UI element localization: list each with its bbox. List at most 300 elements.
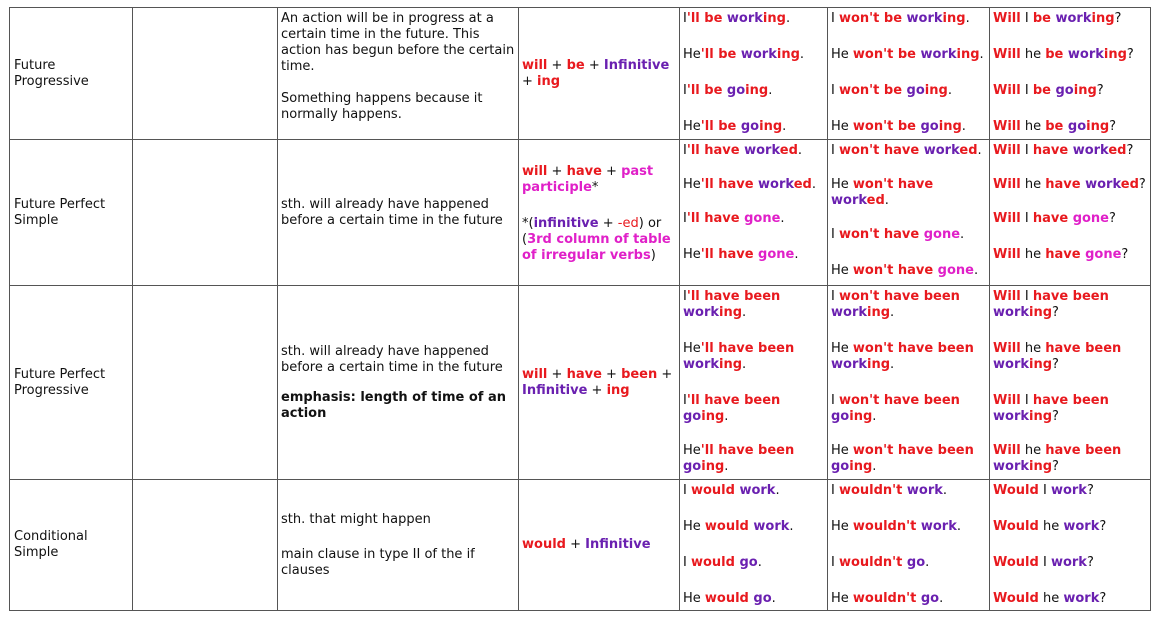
form-cell	[519, 286, 680, 480]
affirmative-example	[683, 341, 824, 373]
negative-example	[831, 555, 986, 571]
form-part: +	[601, 164, 622, 179]
tense-name: Future Progressive	[10, 8, 133, 140]
example-fragment: work	[1063, 591, 1100, 606]
usage-text: sth. will already have happened before a certain time in the future	[281, 343, 503, 375]
usage-cell	[278, 8, 519, 140]
negative-example	[831, 341, 986, 373]
example-fragment: I	[1038, 555, 1051, 570]
affirmative-example	[683, 393, 824, 425]
affirmative-cell	[680, 286, 828, 480]
example-fragment: work	[993, 305, 1029, 320]
example-fragment: work	[993, 357, 1029, 372]
example-fragment: Will	[993, 341, 1021, 356]
example-fragment: Will	[993, 83, 1021, 98]
example-fragment: go	[831, 409, 850, 424]
example-fragment: .	[742, 357, 747, 372]
example-fragment: he	[1038, 591, 1064, 606]
example-fragment: go	[920, 119, 939, 134]
example-fragment: have	[1045, 247, 1086, 262]
usage-text: sth. that might happen	[281, 511, 431, 527]
form-part: +	[584, 57, 604, 73]
form-part: ) or (	[522, 216, 662, 247]
example-fragment: 'll have been	[686, 393, 781, 408]
question-example	[993, 341, 1147, 373]
example-fragment: gone	[744, 211, 781, 226]
example-fragment: ?	[1052, 409, 1059, 424]
example-fragment: .	[884, 193, 889, 208]
example-fragment: ing	[1086, 119, 1110, 134]
example-fragment: gone	[923, 227, 961, 242]
example-fragment: Will	[993, 47, 1021, 62]
example-fragment: ing	[1029, 459, 1053, 474]
example-fragment: ed	[1120, 177, 1139, 192]
form-part: will	[522, 57, 548, 73]
example-fragment: I	[683, 211, 687, 226]
example-fragment: won't have been	[852, 443, 974, 458]
example-fragment: I	[831, 83, 839, 98]
question-cell	[990, 480, 1151, 611]
example-fragment: He	[831, 591, 853, 606]
example-fragment: .	[799, 47, 805, 62]
example-fragment: have been	[1045, 341, 1122, 356]
example-fragment: he	[1020, 247, 1046, 262]
question-example	[993, 555, 1147, 571]
affirmative-cell	[680, 8, 828, 140]
example-fragment: 'll have	[700, 177, 759, 192]
example-fragment: He	[683, 519, 705, 534]
example-fragment: Would	[993, 519, 1039, 534]
example-fragment: .	[797, 143, 803, 158]
example-fragment: .	[890, 357, 895, 372]
example-fragment: he	[1020, 177, 1046, 192]
example-fragment: ing	[938, 119, 962, 134]
example-fragment: 'll have been	[700, 341, 795, 356]
affirmative-example	[683, 443, 824, 475]
example-fragment: ing	[1073, 83, 1097, 98]
example-fragment: go	[739, 555, 758, 570]
form-part: Infinitive	[603, 57, 670, 73]
affirmative-example	[683, 177, 824, 193]
negative-example	[831, 11, 986, 27]
form-part: ing	[606, 382, 630, 398]
example-fragment: I	[683, 483, 691, 498]
example-fragment: ing	[701, 459, 725, 474]
example-fragment: gone	[1072, 211, 1109, 226]
example-fragment: 'll be	[686, 11, 727, 26]
example-fragment: .	[960, 227, 965, 242]
example-fragment: Will	[993, 177, 1021, 192]
negative-example	[831, 143, 986, 159]
example-fragment: ing	[762, 11, 786, 26]
example-fragment: I	[831, 11, 839, 26]
example-fragment: ?	[1126, 143, 1134, 158]
question-example	[993, 119, 1147, 135]
grammar-table	[9, 7, 1151, 611]
example-fragment: I	[1020, 289, 1033, 304]
example-fragment: .	[789, 519, 794, 534]
example-fragment: 'll have been	[686, 289, 781, 304]
example-fragment: Will	[993, 247, 1021, 262]
form-cell	[519, 140, 680, 286]
form-part: 3rd column of table of irregular verbs	[522, 232, 671, 263]
negative-example	[831, 443, 986, 475]
example-fragment: Will	[993, 443, 1021, 458]
example-fragment: .	[775, 483, 780, 498]
example-fragment: .	[942, 483, 948, 498]
tense-name: Conditional Simple	[10, 480, 133, 611]
example-fragment: won't have	[852, 263, 938, 278]
example-fragment: work	[740, 47, 777, 62]
question-cell	[990, 140, 1151, 286]
example-fragment: gone	[758, 247, 795, 262]
example-fragment: work	[831, 357, 867, 372]
example-fragment: .	[939, 591, 944, 606]
form-cell	[519, 480, 680, 611]
example-fragment: I	[1020, 393, 1033, 408]
example-fragment: .	[724, 409, 729, 424]
question-example	[993, 247, 1147, 263]
blank-cell	[133, 140, 278, 286]
example-fragment: ing	[849, 409, 873, 424]
table-row	[10, 8, 1151, 140]
example-fragment: 'll have	[686, 211, 745, 226]
form-part: +	[565, 537, 586, 552]
affirmative-example	[683, 143, 824, 159]
example-fragment: ing	[867, 305, 891, 320]
example-fragment: work	[1067, 47, 1104, 62]
example-fragment: work	[726, 11, 763, 26]
example-fragment: ing	[924, 83, 948, 98]
affirmative-cell	[680, 480, 828, 611]
example-fragment: I	[683, 83, 687, 98]
example-fragment: go	[920, 591, 940, 606]
example-fragment: .	[961, 119, 966, 134]
example-fragment: Will	[993, 143, 1021, 158]
question-example	[993, 211, 1147, 227]
example-fragment: work	[1085, 177, 1121, 192]
example-fragment: ?	[1138, 177, 1146, 192]
usage-text: Something happens because it normally happens.	[281, 91, 483, 122]
example-fragment: ?	[1114, 11, 1122, 26]
negative-example	[831, 227, 986, 243]
form-part: )	[650, 248, 656, 263]
affirmative-example	[683, 211, 824, 227]
affirmative-example	[683, 555, 824, 571]
example-fragment: .	[890, 305, 895, 320]
negative-cell	[828, 480, 990, 611]
example-fragment: work	[683, 305, 719, 320]
form-part: +	[587, 382, 607, 398]
example-fragment: ing	[849, 459, 873, 474]
example-fragment: go	[753, 591, 772, 606]
example-fragment: be	[1032, 11, 1056, 26]
tense-name: Future Perfect Simple	[10, 140, 133, 286]
example-fragment: go	[906, 83, 925, 98]
example-fragment: I	[683, 11, 687, 26]
example-fragment: He	[683, 341, 701, 356]
example-fragment: would	[690, 483, 740, 498]
example-fragment: I	[831, 143, 839, 158]
example-fragment: I	[683, 289, 687, 304]
example-fragment: .	[965, 11, 970, 26]
question-example	[993, 289, 1147, 321]
table-row	[10, 480, 1151, 611]
negative-cell	[828, 140, 990, 286]
form-part: past participle	[522, 164, 654, 195]
example-fragment: .	[782, 119, 787, 134]
form-part: have	[566, 366, 602, 382]
example-fragment: he	[1020, 119, 1046, 134]
example-fragment: go	[906, 555, 926, 570]
example-fragment: won't have been	[852, 341, 974, 356]
example-fragment: I	[1020, 211, 1033, 226]
example-fragment: He	[683, 591, 705, 606]
example-fragment: he	[1020, 443, 1046, 458]
example-fragment: .	[771, 591, 776, 606]
example-fragment: 'll have been	[700, 443, 795, 458]
example-fragment: ing	[776, 47, 800, 62]
example-fragment: .	[794, 247, 799, 262]
example-fragment: ed	[959, 143, 978, 158]
example-fragment: won't be	[852, 47, 921, 62]
example-fragment: be	[1045, 119, 1068, 134]
example-fragment: gone	[1085, 247, 1122, 262]
example-fragment: have	[1032, 143, 1073, 158]
form-part: -ed	[617, 216, 639, 231]
example-fragment: go	[1055, 83, 1074, 98]
table-row	[10, 286, 1151, 480]
example-fragment: won't have	[838, 227, 924, 242]
blank-cell	[133, 286, 278, 480]
example-fragment: .	[724, 459, 729, 474]
example-fragment: 'll be	[686, 83, 727, 98]
example-fragment: ing	[1091, 11, 1115, 26]
example-fragment: .	[768, 83, 773, 98]
example-fragment: work	[683, 357, 719, 372]
example-fragment: ing	[1103, 47, 1127, 62]
example-fragment: Will	[993, 289, 1021, 304]
example-fragment: He	[683, 47, 701, 62]
example-fragment: .	[872, 409, 877, 424]
form-part: would	[522, 537, 566, 552]
example-fragment: I	[831, 393, 839, 408]
question-example	[993, 143, 1147, 159]
example-fragment: .	[977, 143, 982, 158]
example-fragment: won't have been	[838, 289, 960, 304]
example-fragment: 'll have	[700, 247, 759, 262]
example-fragment: go	[683, 459, 702, 474]
example-fragment: work	[1050, 483, 1087, 498]
example-fragment: .	[925, 555, 930, 570]
example-fragment: ing	[759, 119, 783, 134]
example-fragment: ed	[779, 143, 798, 158]
example-fragment: ing	[1029, 357, 1053, 372]
negative-example	[831, 119, 986, 135]
example-fragment: would	[690, 555, 740, 570]
question-example	[993, 483, 1147, 499]
example-fragment: ed	[1108, 143, 1127, 158]
example-fragment: have been	[1032, 393, 1109, 408]
example-fragment: ?	[1086, 483, 1094, 498]
negative-example	[831, 47, 986, 63]
example-fragment: I	[831, 555, 839, 570]
example-fragment: won't have	[838, 143, 924, 158]
example-fragment: work	[744, 143, 780, 158]
form-part: will	[522, 164, 548, 179]
example-fragment: ing	[1029, 305, 1053, 320]
usage-cell	[278, 286, 519, 480]
example-fragment: I	[683, 555, 691, 570]
example-fragment: wouldn't	[838, 555, 907, 570]
form-part: +	[547, 366, 567, 382]
usage-cell	[278, 480, 519, 611]
example-fragment: He	[831, 119, 853, 134]
negative-example	[831, 83, 986, 99]
example-fragment: I	[1020, 143, 1033, 158]
example-fragment: .	[785, 11, 791, 26]
usage-text: An action will be in progress at a certain time in the future. This action has begun before the certain time.	[281, 11, 515, 74]
example-fragment: ?	[1121, 247, 1129, 262]
question-example	[993, 591, 1147, 607]
example-fragment: 'll have	[686, 143, 745, 158]
example-fragment: .	[780, 211, 785, 226]
example-fragment: 'll be	[700, 119, 741, 134]
example-fragment: .	[757, 555, 762, 570]
question-example	[993, 519, 1147, 535]
example-fragment: ?	[1099, 591, 1107, 606]
example-fragment: won't have been	[838, 393, 960, 408]
example-fragment: .	[947, 83, 952, 98]
usage-text: sth. will already have happened before a certain time in the future	[281, 196, 503, 228]
form-part: +	[547, 57, 567, 73]
negative-example	[831, 263, 986, 279]
example-fragment: He	[683, 177, 701, 192]
example-fragment: be	[1032, 83, 1056, 98]
form-part: +	[522, 73, 538, 89]
example-fragment: .	[979, 47, 984, 62]
example-fragment: work	[920, 519, 957, 534]
example-fragment: would	[704, 591, 754, 606]
example-fragment: work	[1055, 11, 1092, 26]
form-cell	[519, 8, 680, 140]
form-part: ing	[537, 73, 561, 89]
affirmative-example	[683, 519, 824, 535]
example-fragment: He	[831, 341, 853, 356]
example-fragment: work	[831, 193, 867, 208]
example-fragment: ing	[867, 357, 891, 372]
example-fragment: have	[1045, 177, 1086, 192]
example-fragment: .	[872, 459, 877, 474]
example-fragment: would	[704, 519, 754, 534]
question-cell	[990, 8, 1151, 140]
example-fragment: ed	[793, 177, 812, 192]
example-fragment: work	[739, 483, 776, 498]
negative-example	[831, 591, 986, 607]
negative-example	[831, 289, 986, 321]
negative-example	[831, 483, 986, 499]
example-fragment: Will	[993, 393, 1021, 408]
example-fragment: won't have	[852, 177, 934, 192]
form-part: +	[598, 216, 618, 231]
example-fragment: work	[993, 459, 1029, 474]
example-fragment: I	[1020, 83, 1033, 98]
example-fragment: Will	[993, 211, 1021, 226]
usage-text: main clause in type II of the if clauses	[281, 546, 475, 578]
question-example	[993, 83, 1147, 99]
example-fragment: I	[831, 289, 839, 304]
example-fragment: wouldn't	[852, 591, 921, 606]
example-fragment: He	[831, 47, 853, 62]
blank-cell	[133, 8, 278, 140]
affirmative-example	[683, 591, 824, 607]
example-fragment: .	[973, 263, 979, 278]
question-example	[993, 177, 1147, 193]
question-example	[993, 47, 1147, 63]
example-fragment: gone	[937, 263, 974, 278]
form-part: *	[591, 180, 599, 195]
example-fragment: I	[683, 393, 687, 408]
affirmative-example	[683, 247, 824, 263]
blank-cell	[133, 480, 278, 611]
example-fragment: I	[831, 227, 839, 242]
example-fragment: have been	[1032, 289, 1109, 304]
table-row	[10, 140, 1151, 286]
example-fragment: work	[1050, 555, 1087, 570]
example-fragment: He	[831, 263, 853, 278]
example-fragment: ing	[745, 83, 769, 98]
example-fragment: He	[831, 177, 853, 192]
example-fragment: work	[831, 305, 867, 320]
affirmative-example	[683, 483, 824, 499]
example-fragment: ing	[701, 409, 725, 424]
example-fragment: ?	[1096, 83, 1104, 98]
example-fragment: work	[920, 47, 957, 62]
example-fragment: go	[726, 83, 746, 98]
example-fragment: He	[831, 519, 853, 534]
example-fragment: .	[742, 305, 747, 320]
negative-example	[831, 519, 986, 535]
negative-cell	[828, 8, 990, 140]
form-part: Infinitive	[522, 382, 588, 398]
example-fragment: ?	[1086, 555, 1094, 570]
example-fragment: go	[683, 409, 702, 424]
example-fragment: ing	[1029, 409, 1053, 424]
usage-cell	[278, 140, 519, 286]
form-part: +	[547, 164, 567, 179]
example-fragment: He	[683, 119, 701, 134]
example-fragment: go	[1067, 119, 1087, 134]
form-part: have	[566, 164, 602, 179]
example-fragment: work	[1063, 519, 1100, 534]
example-fragment: ?	[1109, 211, 1116, 226]
example-fragment: he	[1038, 519, 1064, 534]
example-fragment: He	[831, 443, 853, 458]
example-fragment: be	[1045, 47, 1068, 62]
form-part: +	[601, 366, 622, 382]
question-example	[993, 11, 1147, 27]
affirmative-example	[683, 289, 824, 321]
affirmative-example	[683, 119, 824, 135]
example-fragment: he	[1020, 47, 1046, 62]
negative-example	[831, 177, 986, 209]
example-fragment: I	[1038, 483, 1051, 498]
example-fragment: Would	[993, 591, 1039, 606]
example-fragment: .	[956, 519, 961, 534]
form-part: will	[522, 366, 548, 382]
example-fragment: wouldn't	[852, 519, 921, 534]
example-fragment: won't be	[852, 119, 921, 134]
